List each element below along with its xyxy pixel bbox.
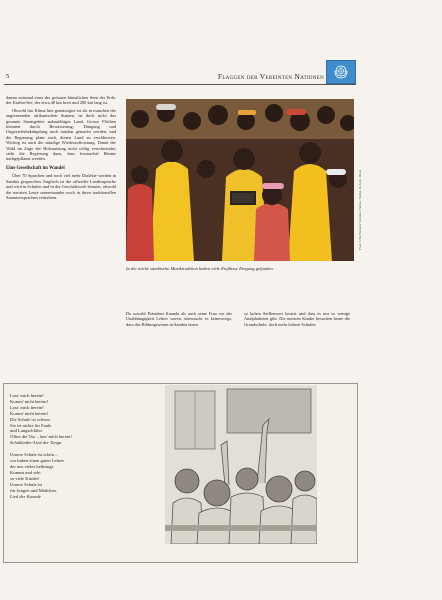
- poem-line: Sie ist nichts für Faule: [10, 422, 52, 428]
- poem-line: Lass' mich herein!: [10, 404, 44, 410]
- poem-line: der uns vieles beibringt.: [10, 463, 55, 469]
- poem-line: Lass' mich herein!: [10, 393, 44, 398]
- photo-children-singing: [126, 99, 354, 261]
- poem-line: wir haben einen guten Lehrer: [10, 458, 65, 464]
- paragraph: damm entstand einer der grössten künstlichen Seen der Erde, der Kariba-See, der etwa 40 km breit und 280 km lang ist.: [6, 95, 116, 106]
- paragraph: Über 70 Sprachen und noch viel mehr Dialekte werden in Sambia gesprochen. Englisch ist die offizielle Landessprache und wird in Schulen und in der Geschäftswelt benutzt, obwohl die meisten Leute untereinander noch in ihren traditionellen Stammessprachen verkehren.: [6, 173, 116, 200]
- poem-line: Öffne die Tür – lass' mich herein!: [10, 434, 72, 440]
- paragraph: Da sowohl Präsident Kaunda als auch seine Frau vor der Unabhängigkeit Lehrer waren, überrascht es keineswegs, dass das Bildungswesen in Sambia einen: [126, 311, 232, 327]
- poem-source: Lied der Kaonde: [10, 493, 41, 499]
- poem-line: so viele Kinder!: [10, 475, 40, 481]
- poem-line: Komm' nicht herein!: [10, 410, 49, 416]
- middle-text-column-1: [126, 311, 232, 329]
- poem-line: Unsere Schule ist: [10, 481, 43, 487]
- poem-line: für Jungen und Mädchen.: [10, 487, 57, 493]
- photo-credit: Foto: Ulla Heberer Waldner-Weber, Stuttg. & Arch. Benz: [358, 169, 362, 250]
- un-emblem-icon: [326, 60, 356, 84]
- classroom-drawing: [165, 385, 317, 544]
- poem-line: Die Schule ist schwer.: [10, 416, 51, 422]
- poem-line: Komm' nicht herein!: [10, 398, 49, 404]
- poem-line: Unsere Schule ist schön –: [10, 452, 58, 458]
- poem-line: und Langschläfer.: [10, 428, 43, 434]
- running-title: Flaggen der Vereinten Nationen: [217, 72, 324, 81]
- un-emblem-icon-graphic: [332, 64, 350, 80]
- poem-source: Schulkinder-Lied der Tonga: [10, 440, 62, 446]
- poem-text: [10, 393, 140, 505]
- poem-line: Kommt und seht: [10, 469, 41, 475]
- photo-illustration: [126, 99, 354, 261]
- page-number: 5: [6, 73, 10, 80]
- paragraph: Obwohl das Klima hier gemässigter ist als in manchen der angrenzenden afrikanischen Staaten, ist doch nicht das gesamte Staatsgebiet anbaufähiges Land. Grosse Flächen könnten durch Bewässerung, Düngung und Ungezieferbekämpfung noch nutzbar gemacht werden, und die Regierung plant auch, diesen Land zu erschliessen. Wichtig ist auch die ständige Wiederaufforstung. Damit der Wald im Zuge der Holznutzung nicht völlig verschwindet, sieht die Regierung dazu, dass forstarchal Bäume nachgepflanzt werden.: [6, 107, 116, 162]
- paragraph: so hohen Stellenwert besitzt und dass es nur so wenige Analphabeten gibt. Die meisten Kinder besuchen heute die Grundschule, doch mehr höhere Schulen: [244, 311, 350, 327]
- middle-text-column-2: [244, 311, 350, 329]
- poem-box: [3, 383, 358, 563]
- header-rule: [4, 84, 356, 85]
- left-text-column: [6, 95, 116, 202]
- photo-caption: In die reiche sambische Musiktradition haben viele Einflüsse Eingang gefunden.: [126, 266, 274, 271]
- section-heading: Eine Gesellschaft im Wandel: [6, 165, 65, 171]
- classroom-sketch: [165, 385, 317, 544]
